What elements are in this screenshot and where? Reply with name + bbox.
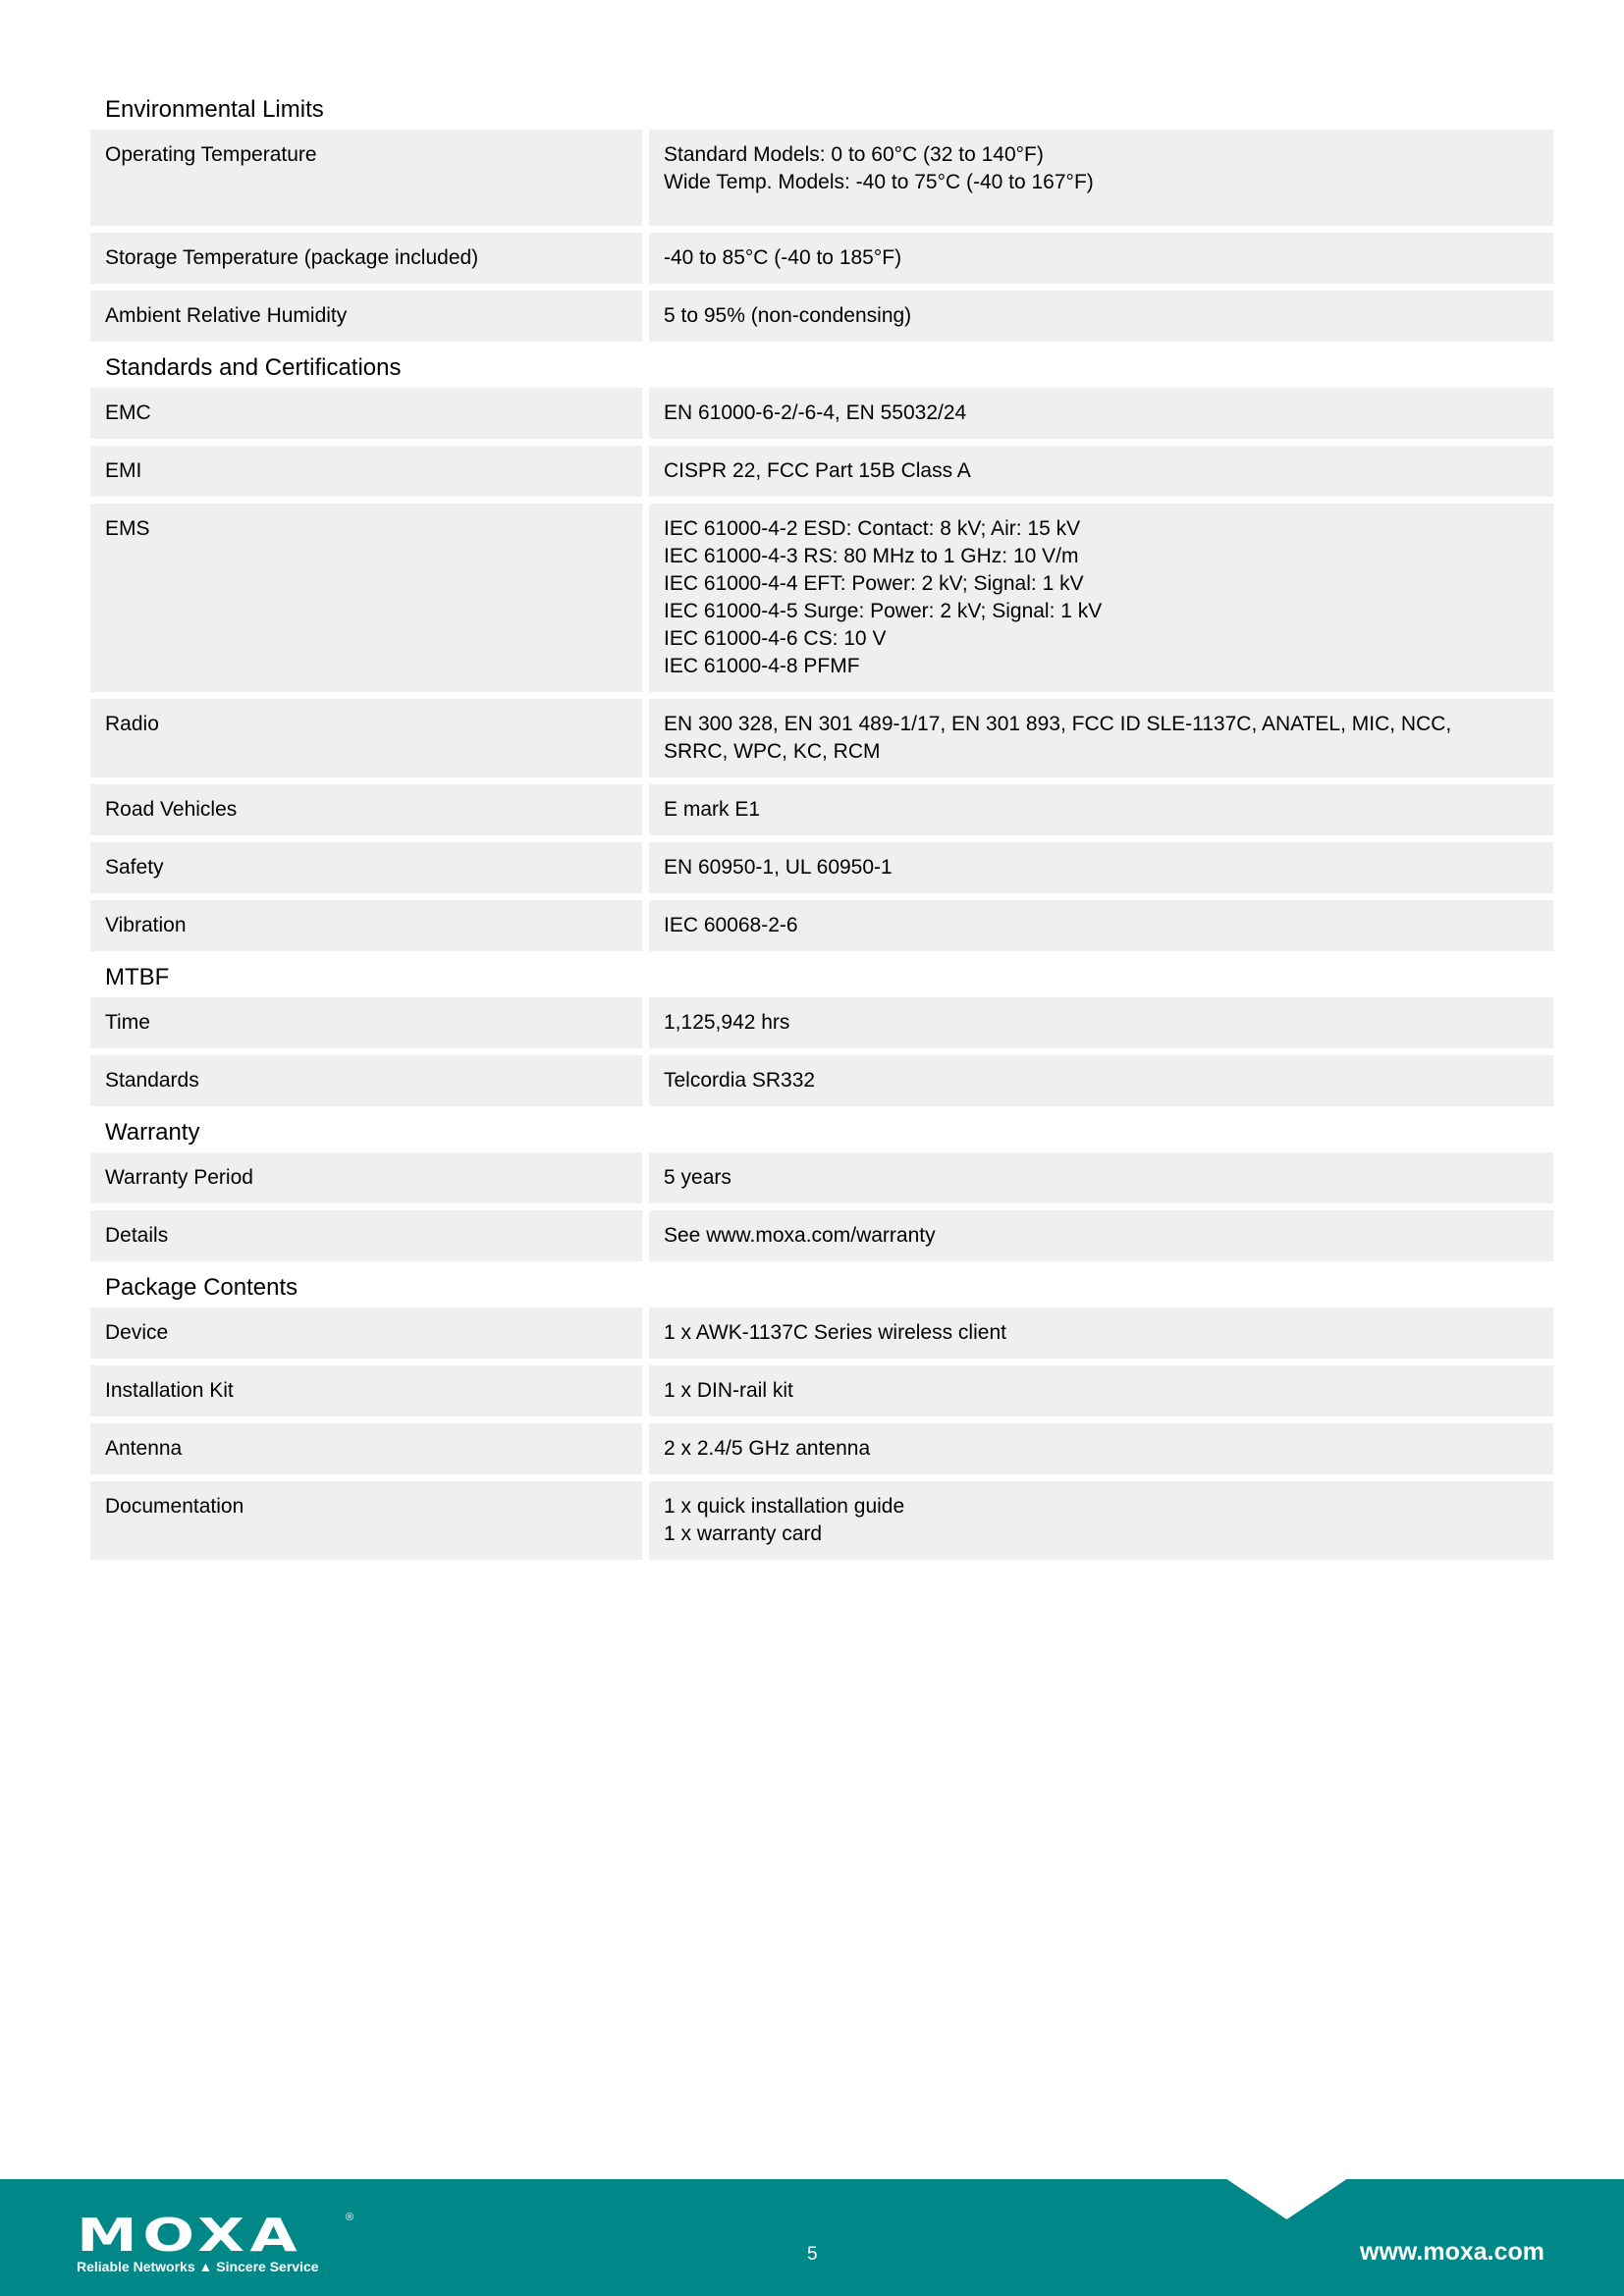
spec-value-line: EN 300 328, EN 301 489-1/17, EN 301 893, FCC ID SLE-1137C, ANATEL, MIC, NCC, [664, 713, 1452, 735]
spec-value-line: IEC 61000-4-2 ESD: Contact: 8 kV; Air: 15 kV [664, 517, 1081, 540]
spec-row-vibration [90, 900, 1553, 951]
spec-label: Details [90, 1210, 642, 1261]
section-title-package-contents: Package Contents [105, 1274, 298, 1301]
spec-value: 5 to 95% (non-condensing) [649, 291, 1553, 342]
footer-notch-decoration [1225, 2178, 1348, 2219]
spec-value-line: IEC 61000-4-5 Surge: Power: 2 kV; Signal: 1 kV [664, 600, 1103, 622]
spec-sheet [90, 90, 1553, 1567]
spec-row-ambient-humidity [90, 291, 1553, 342]
spec-value: 2 x 2.4/5 GHz antenna [649, 1423, 1553, 1474]
spec-value-line: 1 x quick installation guide [664, 1495, 905, 1518]
spec-label: Vibration [90, 900, 642, 951]
spec-label: Standards [90, 1055, 642, 1106]
spec-value-line: 1 x warranty card [664, 1522, 823, 1545]
spec-value: -40 to 85°C (-40 to 185°F) [649, 233, 1553, 284]
spec-label: Documentation [90, 1481, 642, 1560]
spec-row-installation-kit [90, 1365, 1553, 1416]
spec-value: See www.moxa.com/warranty [649, 1210, 1553, 1261]
website-link[interactable]: www.moxa.com [1360, 2238, 1545, 2266]
spec-row-documentation [90, 1481, 1553, 1560]
spec-label: Storage Temperature (package included) [90, 233, 642, 284]
spec-value [649, 699, 1553, 777]
spec-value: 1 x AWK-1137C Series wireless client [649, 1308, 1553, 1359]
spec-row-safety [90, 842, 1553, 893]
spec-row-road-vehicles [90, 784, 1553, 835]
section-title-environmental-limits: Environmental Limits [105, 96, 324, 123]
spec-value-line: IEC 61000-4-6 CS: 10 V [664, 627, 887, 650]
spec-label: EMC [90, 388, 642, 439]
spec-value: 5 years [649, 1152, 1553, 1203]
section-title-warranty: Warranty [105, 1119, 200, 1146]
spec-label: Warranty Period [90, 1152, 642, 1203]
spec-value-line: Wide Temp. Models: -40 to 75°C (-40 to 167°F) [664, 171, 1094, 193]
spec-label: Safety [90, 842, 642, 893]
spec-value: Telcordia SR332 [649, 1055, 1553, 1106]
logo-wordmark: MOXA [77, 2209, 302, 2262]
spec-value-line: SRRC, WPC, KC, RCM [664, 740, 881, 763]
spec-value: CISPR 22, FCC Part 15B Class A [649, 446, 1553, 497]
spec-label: EMS [90, 504, 642, 692]
spec-row-radio [90, 699, 1553, 777]
spec-row-storage-temperature [90, 233, 1553, 284]
moxa-logo [77, 2209, 354, 2274]
section-title-standards-certifications: Standards and Certifications [105, 354, 402, 381]
spec-row-emi [90, 446, 1553, 497]
spec-value: EN 61000-6-2/-6-4, EN 55032/24 [649, 388, 1553, 439]
spec-row-emc [90, 388, 1553, 439]
spec-row-ems [90, 504, 1553, 692]
spec-value-line: Standard Models: 0 to 60°C (32 to 140°F) [664, 143, 1044, 166]
spec-value-line: IEC 61000-4-8 PFMF [664, 655, 860, 677]
spec-label: Time [90, 997, 642, 1048]
spec-row-warranty-details [90, 1210, 1553, 1261]
spec-label: Operating Temperature [90, 130, 642, 226]
spec-value [649, 130, 1553, 226]
registered-mark: ® [346, 2212, 354, 2223]
spec-row-warranty-period [90, 1152, 1553, 1203]
spec-row-mtbf-standards [90, 1055, 1553, 1106]
spec-label: EMI [90, 446, 642, 497]
spec-value-line: IEC 61000-4-4 EFT: Power: 2 kV; Signal: 1 kV [664, 572, 1084, 595]
spec-value: 1,125,942 hrs [649, 997, 1553, 1048]
spec-value [649, 504, 1553, 692]
spec-label: Road Vehicles [90, 784, 642, 835]
spec-value: IEC 60068-2-6 [649, 900, 1553, 951]
spec-label: Ambient Relative Humidity [90, 291, 642, 342]
spec-row-mtbf-time [90, 997, 1553, 1048]
spec-row-antenna [90, 1423, 1553, 1474]
section-title-mtbf: MTBF [105, 964, 170, 990]
spec-value [649, 1481, 1553, 1560]
spec-value-line: IEC 61000-4-3 RS: 80 MHz to 1 GHz: 10 V/m [664, 545, 1079, 567]
page-number: 5 [807, 2244, 818, 2265]
spec-row-device [90, 1308, 1553, 1359]
logo-tagline: Reliable Networks ▲ Sincere Service [77, 2259, 319, 2274]
spec-label: Radio [90, 699, 642, 777]
spec-value: E mark E1 [649, 784, 1553, 835]
spec-label: Antenna [90, 1423, 642, 1474]
spec-value: 1 x DIN-rail kit [649, 1365, 1553, 1416]
spec-label: Device [90, 1308, 642, 1359]
spec-label: Installation Kit [90, 1365, 642, 1416]
spec-row-operating-temperature [90, 130, 1553, 226]
spec-value: EN 60950-1, UL 60950-1 [649, 842, 1553, 893]
